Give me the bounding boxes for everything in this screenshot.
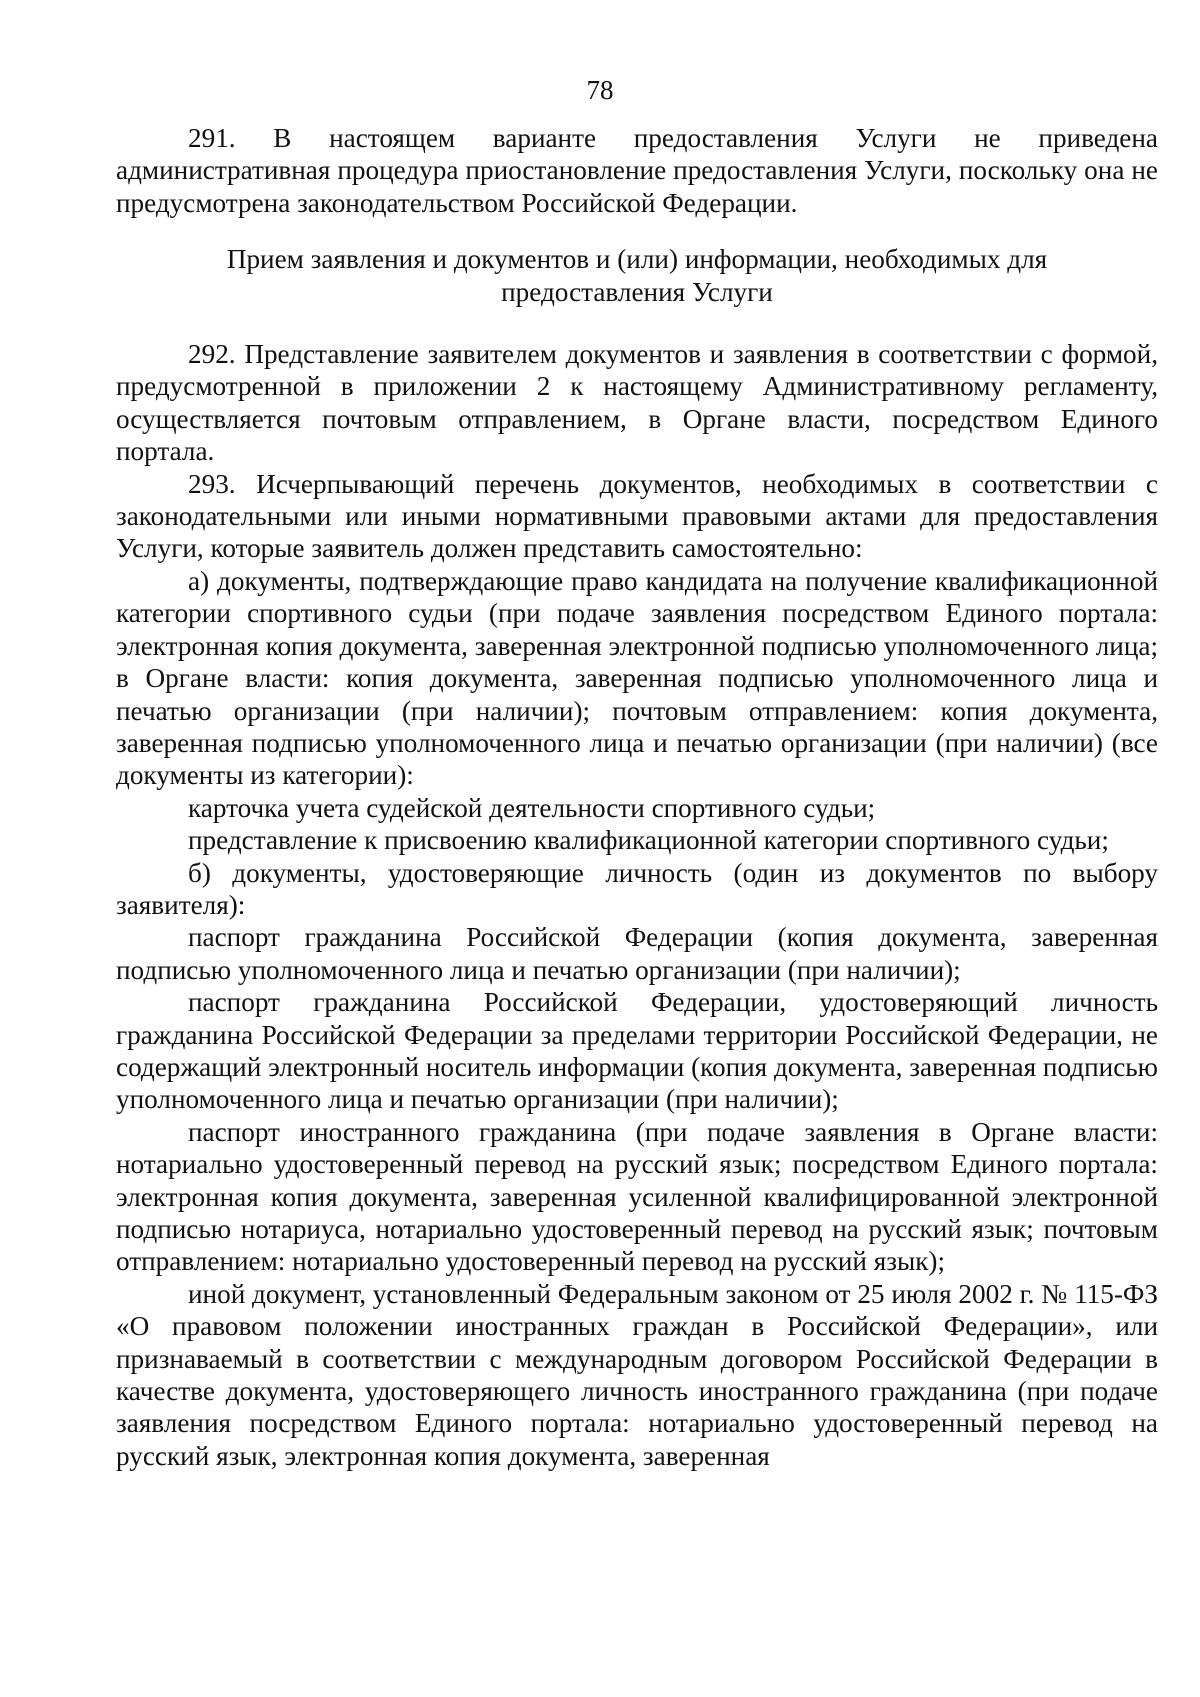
paragraph-rf-passport: паспорт гражданина Российской Федерации (копия документа, заверенная подписью уполномоченного лица и печатью организации (при наличии);: [116, 922, 1158, 985]
paragraph-foreign-citizen-passport: паспорт иностранного гражданина (при подаче заявления в Органе власти: нотариально удостоверенный перевод на русский язык; посредством Единого портала: электронная копия документа, заверенная усиленной квалифицированной электронной подписью нотариуса, нотариально удостоверенный перевод на русский язык; почтовым отправлением: нотариально удостоверенный перевод на русский язык);: [116, 1116, 1158, 1277]
document-body: [116, 122, 1158, 1472]
section-heading: Прием заявления и документов и (или) информации, необходимых для предоставления Услуги: [226, 244, 1048, 307]
paragraph-item-b: б) документы, удостоверяющие личность (один из документов по выбору заявителя):: [116, 857, 1158, 920]
paragraph-291: 291. В настоящем варианте предоставления Услуги не приведена административная процедура приостановление предоставления Услуги, поскольку она не предусмотрена законодательством Российской Федерации.: [116, 123, 1158, 218]
page-number: 78: [586, 75, 614, 105]
paragraph-category-submission: представление к присвоению квалификационной категории спортивного судьи;: [188, 825, 1109, 856]
paragraph-other-document: иной документ, установленный Федеральным законом от 25 июля 2002 г. № 115-ФЗ «О правовом положении иностранных граждан в Российской Федерации», или признаваемый в соответствии с международным договором Российской Федерации в качестве документа, удостоверяющего личность иностранного гражданина (при подаче заявления посредством Единого портала: нотариально удостоверенный перевод на русский язык, электронная копия документа, заверенная: [116, 1278, 1158, 1471]
paragraph-foreign-travel-passport: паспорт гражданина Российской Федерации, удостоверяющий личность гражданина Российской Федерации за пределами территории Российской Федерации, не содержащий электронный носитель информации (копия документа, заверенная подписью уполномоченного лица и печатью организации (при наличии);: [116, 987, 1158, 1115]
paragraph-judge-card: карточка учета судейской деятельности спортивного судьи;: [188, 792, 876, 823]
paragraph-293: 293. Исчерпывающий перечень документов, необходимых в соответствии с законодательными или иными нормативными правовыми актами для предоставления Услуги, которые заявитель должен представить самостоятельно:: [116, 468, 1158, 564]
paragraph-292: 292. Представление заявителем документов и заявления в соответствии с формой, предусмотренной в приложении 2 к настоящему Административному регламенту, осуществляется почтовым отправлением, в Органе власти, посредством Единого портала.: [116, 339, 1158, 467]
paragraph-item-a: а) документы, подтверждающие право кандидата на получение квалификационной категории спортивного судьи (при подаче заявления посредством Единого портала: электронная копия документа, заверенная электронной подписью уполномоченного лица; в Органе власти: копия документа, заверенная подписью уполномоченного лица и печатью организации (при наличии); почтовым отправлением: копия документа, заверенная подписью уполномоченного лица и печатью организации (при наличии) (все документы из категории):: [116, 565, 1158, 791]
